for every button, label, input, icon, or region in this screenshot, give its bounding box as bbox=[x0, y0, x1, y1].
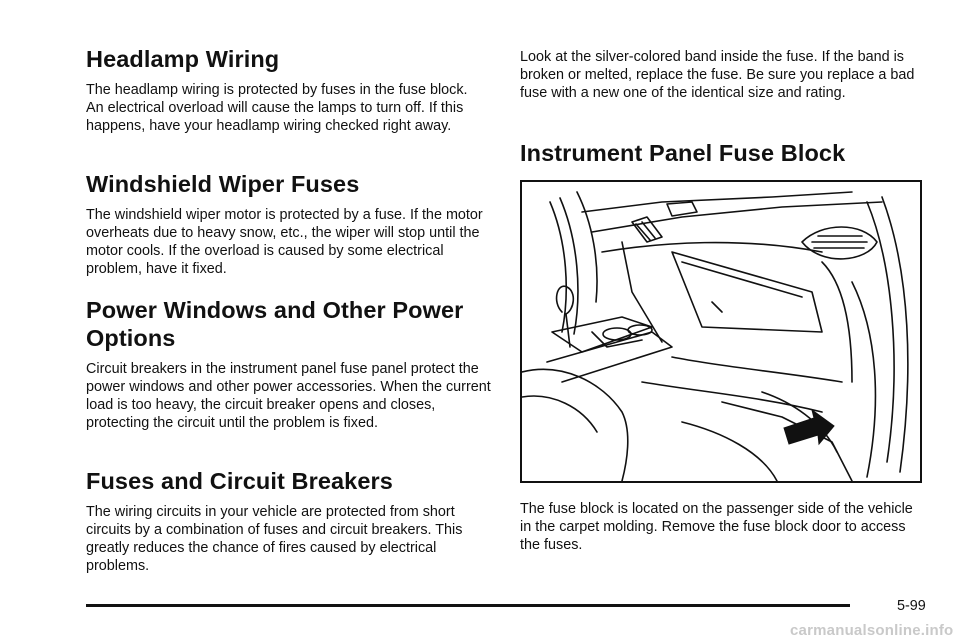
heading-power-windows-line2: Options bbox=[86, 325, 176, 351]
heading-windshield-wiper-fuses: Windshield Wiper Fuses bbox=[86, 171, 360, 197]
body-headlamp-wiring: The headlamp wiring is protected by fuses in the fuse block. An electrical overload will cause the lamps to turn off. If this happens, have your headlamp wiring checked right away. bbox=[86, 82, 468, 134]
footer-rule bbox=[86, 604, 850, 607]
body-fuses-circuit-breakers: The wiring circuits in your vehicle are protected from short circuits by a combination of fuses and circuit breakers. This greatly reduces the chance of fires caused by electrical problems. bbox=[86, 504, 463, 574]
body-windshield-wiper-fuses: The windshield wiper motor is protected by a fuse. If the motor overheats due to heavy snow, etc., the wiper will stop until the motor cools. If the overload is caused by some electrical problem, have it fixed. bbox=[86, 207, 483, 277]
watermark-text: carmanualsonline.info bbox=[790, 622, 954, 639]
body-fuse-band-check: Look at the silver-colored band inside the fuse. If the band is broken or melted, replace the fuse. Be sure you replace a bad fuse with a new one of the identical size and rating. bbox=[520, 49, 915, 101]
heading-headlamp-wiring: Headlamp Wiring bbox=[86, 46, 280, 72]
page-number: 5-99 bbox=[897, 598, 926, 614]
fuse-block-illustration bbox=[520, 180, 922, 483]
heading-power-windows-line1: Power Windows and Other Power bbox=[86, 297, 464, 323]
body-power-windows: Circuit breakers in the instrument panel fuse panel protect the power windows and other power accessories. When the current load is too heavy, the circuit breaker opens and closes, protecting the circuit until the problem is fixed. bbox=[86, 361, 491, 431]
heading-fuses-circuit-breakers: Fuses and Circuit Breakers bbox=[86, 468, 393, 494]
heading-instrument-panel-fuse-block: Instrument Panel Fuse Block bbox=[520, 140, 846, 166]
interior-line-drawing bbox=[522, 182, 920, 481]
figure-caption: The fuse block is located on the passenger side of the vehicle in the carpet molding. Remove the fuse block door to access the fuses. bbox=[520, 501, 913, 553]
